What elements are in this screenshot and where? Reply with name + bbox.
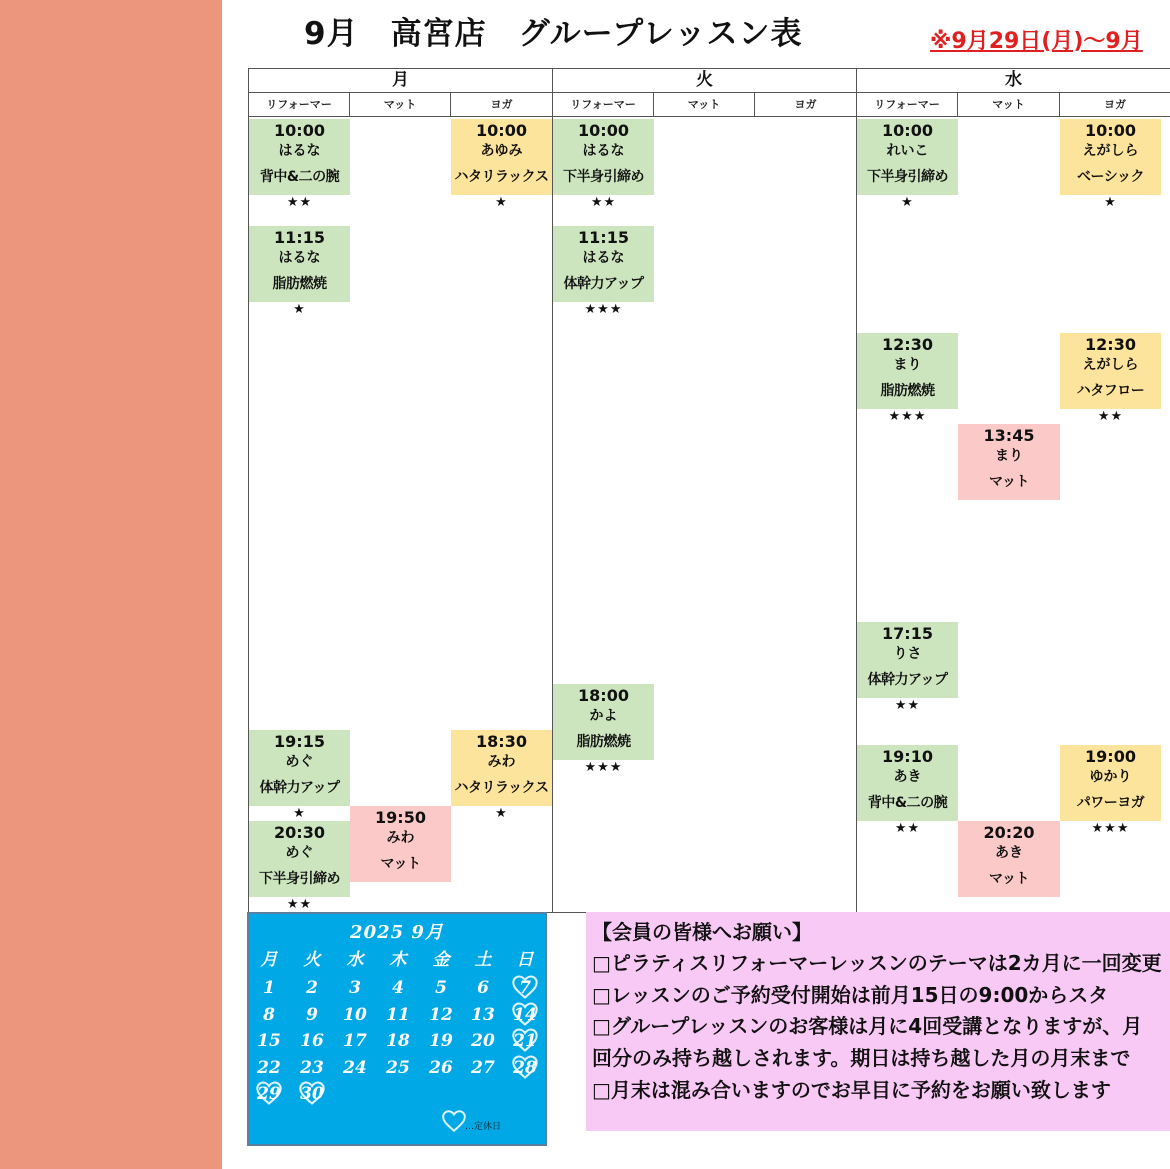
heart-icon bbox=[441, 1108, 467, 1134]
lesson-card[interactable] bbox=[249, 226, 350, 318]
lesson-theme: パワーヨガ bbox=[1076, 795, 1145, 811]
lesson-card[interactable] bbox=[553, 684, 654, 776]
column-header-mat: マット bbox=[654, 93, 755, 117]
schedule-document bbox=[222, 0, 1170, 1169]
lesson-instructor: まり bbox=[995, 448, 1023, 464]
lesson-time: 10:00 bbox=[882, 121, 933, 140]
lesson-time: 19:50 bbox=[375, 808, 426, 827]
lesson-time: 20:20 bbox=[983, 823, 1035, 842]
calendar-day: 15 bbox=[257, 1031, 281, 1051]
calendar-day: 22 bbox=[257, 1057, 281, 1078]
calendar-weekday: 月 bbox=[260, 950, 278, 970]
calendar-day: 9 bbox=[306, 1004, 318, 1025]
lesson-difficulty: ★★★ bbox=[584, 760, 623, 775]
calendar-day: 26 bbox=[429, 1057, 453, 1078]
lesson-time: 10:00 bbox=[476, 121, 527, 140]
lesson-time: 11:15 bbox=[578, 228, 629, 247]
lesson-theme: 背中&二の腕 bbox=[867, 795, 948, 811]
calendar-weekday: 日 bbox=[516, 950, 534, 970]
lesson-card[interactable] bbox=[451, 730, 552, 822]
lesson-difficulty: ★ bbox=[293, 806, 306, 821]
calendar-day: 6 bbox=[477, 978, 489, 998]
lesson-difficulty: ★★★ bbox=[584, 302, 623, 317]
lesson-instructor: えがしら bbox=[1082, 357, 1139, 373]
lesson-difficulty: ★★ bbox=[894, 698, 921, 713]
lesson-theme: 背中&二の腕 bbox=[259, 169, 340, 185]
calendar-weekday: 水 bbox=[346, 950, 364, 970]
lesson-card[interactable] bbox=[249, 119, 350, 211]
lesson-card[interactable] bbox=[857, 622, 958, 714]
lesson-instructor: まり bbox=[893, 357, 922, 373]
calendar-day: 4 bbox=[392, 978, 404, 998]
calendar-weekday: 金 bbox=[432, 950, 450, 970]
period-note: ※9月29日(月)〜9月 bbox=[930, 29, 1143, 54]
lesson-time: 19:15 bbox=[274, 732, 325, 751]
lesson-instructor: めぐ bbox=[285, 845, 314, 861]
lesson-card[interactable] bbox=[553, 119, 654, 211]
side-panel bbox=[0, 0, 222, 1169]
calendar-day: 8 bbox=[263, 1004, 275, 1025]
month-calendar bbox=[247, 912, 547, 1146]
lesson-card[interactable] bbox=[857, 745, 958, 837]
lesson-card[interactable] bbox=[1060, 119, 1161, 211]
calendar-day: 5 bbox=[435, 978, 447, 998]
lesson-time: 10:00 bbox=[274, 121, 325, 140]
lesson-time: 12:30 bbox=[1085, 335, 1136, 354]
lesson-instructor: りさ bbox=[893, 646, 922, 662]
column-header-reformer: リフォーマー bbox=[249, 93, 350, 117]
lesson-theme: 下半身引締め bbox=[259, 871, 340, 887]
member-notice bbox=[586, 912, 1170, 1131]
lesson-card[interactable] bbox=[350, 806, 451, 882]
lesson-theme: 体幹力アップ bbox=[259, 780, 340, 796]
holiday-legend: …定休日 bbox=[465, 1122, 502, 1132]
calendar-day: 14 bbox=[513, 1004, 537, 1025]
calendar-day: 19 bbox=[429, 1031, 453, 1051]
calendar-weekday: 土 bbox=[474, 950, 492, 970]
column-header-yoga: ヨガ bbox=[755, 93, 857, 117]
lesson-card[interactable] bbox=[857, 333, 958, 425]
notice-heading: 【会員の皆様へお願い】 bbox=[592, 920, 812, 944]
calendar-day: 20 bbox=[471, 1031, 495, 1051]
lesson-theme: ハタリラックス bbox=[454, 780, 549, 796]
lesson-time: 13:45 bbox=[983, 426, 1035, 445]
lesson-time: 19:10 bbox=[882, 747, 933, 766]
lesson-time: 18:00 bbox=[578, 686, 629, 705]
lesson-instructor: はるな bbox=[278, 250, 321, 266]
lesson-difficulty: ★ bbox=[495, 195, 508, 210]
lesson-theme: 脂肪燃焼 bbox=[576, 734, 631, 750]
calendar-day: 11 bbox=[386, 1004, 410, 1025]
calendar-day: 2 bbox=[306, 978, 318, 998]
lesson-theme: 体幹力アップ bbox=[563, 276, 644, 292]
column-header-mat: マット bbox=[958, 93, 1060, 117]
lesson-instructor: あき bbox=[893, 769, 922, 785]
calendar-day: 13 bbox=[471, 1004, 495, 1025]
lesson-difficulty: ★ bbox=[901, 195, 914, 210]
calendar-day: 10 bbox=[343, 1004, 367, 1025]
lesson-card[interactable] bbox=[553, 226, 654, 318]
calendar-day: 18 bbox=[386, 1031, 410, 1051]
lesson-theme: ハタフロー bbox=[1076, 383, 1145, 399]
calendar-day: 12 bbox=[429, 1004, 453, 1025]
lesson-card[interactable] bbox=[1060, 745, 1161, 837]
day-header-wed: 水 bbox=[857, 69, 1170, 93]
lesson-instructor: めぐ bbox=[285, 754, 314, 770]
calendar-title: 2025 9月 bbox=[350, 922, 444, 943]
lesson-grid bbox=[248, 68, 1170, 912]
lesson-theme: マット bbox=[989, 474, 1029, 490]
notice-line: □ピラティスリフォーマーレッスンのテーマは2カ月に一回変更 bbox=[592, 951, 1162, 975]
column-header-mat: マット bbox=[350, 93, 451, 117]
calendar-day: 25 bbox=[386, 1057, 410, 1078]
lesson-card[interactable] bbox=[249, 730, 350, 822]
lesson-instructor: あゆみ bbox=[480, 143, 523, 159]
day-header-tue: 火 bbox=[553, 69, 857, 93]
calendar-day: 28 bbox=[513, 1057, 537, 1078]
calendar-day: 3 bbox=[349, 978, 361, 998]
column-header-yoga: ヨガ bbox=[451, 93, 553, 117]
notice-line: □レッスンのご予約受付開始は前月15日の9:00からスタ bbox=[592, 983, 1109, 1007]
lesson-time: 11:15 bbox=[274, 228, 325, 247]
calendar-day: 30 bbox=[300, 1084, 324, 1104]
lesson-time: 10:00 bbox=[578, 121, 629, 140]
lesson-difficulty: ★★★ bbox=[888, 409, 927, 424]
calendar-day: 7 bbox=[519, 978, 531, 998]
lesson-card[interactable] bbox=[451, 119, 552, 211]
lesson-theme: ベーシック bbox=[1077, 169, 1144, 185]
lesson-difficulty: ★★★ bbox=[1091, 821, 1130, 836]
calendar-day: 16 bbox=[300, 1031, 324, 1051]
lesson-difficulty: ★★ bbox=[1097, 409, 1124, 424]
column-header-reformer: リフォーマー bbox=[857, 93, 958, 117]
calendar-day: 21 bbox=[513, 1031, 537, 1051]
calendar-weekday: 火 bbox=[303, 950, 321, 970]
lesson-time: 17:15 bbox=[882, 624, 933, 643]
lesson-instructor: はるな bbox=[582, 143, 625, 159]
lesson-theme: マット bbox=[380, 856, 421, 872]
page-title: 9月 高宮店 グループレッスン表 bbox=[304, 16, 803, 52]
lesson-card[interactable] bbox=[958, 821, 1060, 897]
lesson-instructor: はるな bbox=[278, 143, 321, 159]
lesson-card[interactable] bbox=[249, 821, 350, 913]
notice-line: □月末は混み合いますのでお早目に予約をお願い致します bbox=[592, 1078, 1111, 1102]
lesson-difficulty: ★ bbox=[495, 806, 508, 821]
calendar-day: 27 bbox=[471, 1057, 495, 1078]
lesson-time: 18:30 bbox=[476, 732, 527, 751]
lesson-difficulty: ★★ bbox=[286, 195, 313, 210]
lesson-instructor: かよ bbox=[589, 708, 618, 724]
lesson-card[interactable] bbox=[958, 424, 1060, 500]
lesson-time: 19:00 bbox=[1085, 747, 1136, 766]
lesson-difficulty: ★ bbox=[293, 302, 306, 317]
lesson-instructor: はるな bbox=[582, 250, 625, 266]
lesson-time: 12:30 bbox=[882, 335, 933, 354]
notice-line: 回分のみ持ち越しされます。期日は持ち越した月の月末まで bbox=[592, 1046, 1131, 1070]
calendar-weekday: 木 bbox=[389, 950, 407, 970]
lesson-instructor: ゆかり bbox=[1089, 769, 1132, 785]
calendar-day: 1 bbox=[263, 978, 275, 998]
lesson-instructor: みわ bbox=[386, 830, 415, 846]
day-header-mon: 月 bbox=[249, 69, 553, 93]
notice-line: □グループレッスンのお客様は月に4回受講となりますが、月 bbox=[592, 1014, 1143, 1038]
calendar-day: 29 bbox=[257, 1084, 281, 1104]
lesson-difficulty: ★ bbox=[1104, 195, 1117, 210]
lesson-instructor: みわ bbox=[487, 754, 516, 770]
lesson-difficulty: ★★ bbox=[894, 821, 921, 836]
lesson-instructor: えがしら bbox=[1082, 143, 1139, 159]
lesson-theme: 下半身引締め bbox=[867, 169, 948, 185]
lesson-difficulty: ★★ bbox=[590, 195, 617, 210]
column-header-yoga: ヨガ bbox=[1060, 93, 1170, 117]
lesson-theme: 脂肪燃焼 bbox=[272, 276, 327, 292]
lesson-theme: ハタリラックス bbox=[454, 169, 549, 185]
lesson-instructor: あき bbox=[995, 845, 1023, 861]
lesson-theme: マット bbox=[989, 871, 1029, 887]
lesson-theme: 体幹力アップ bbox=[867, 672, 948, 688]
lesson-theme: 下半身引締め bbox=[563, 169, 644, 185]
lesson-theme: 脂肪燃焼 bbox=[880, 383, 935, 399]
lesson-card[interactable] bbox=[857, 119, 958, 211]
column-header-reformer: リフォーマー bbox=[553, 93, 654, 117]
calendar-day: 24 bbox=[343, 1057, 367, 1078]
lesson-time: 10:00 bbox=[1085, 121, 1136, 140]
calendar-day: 23 bbox=[300, 1057, 324, 1078]
lesson-difficulty: ★★ bbox=[286, 897, 313, 912]
lesson-instructor: れいこ bbox=[886, 143, 929, 159]
lesson-time: 20:30 bbox=[274, 823, 325, 842]
calendar-day: 17 bbox=[343, 1031, 367, 1051]
lesson-card[interactable] bbox=[1060, 333, 1161, 425]
